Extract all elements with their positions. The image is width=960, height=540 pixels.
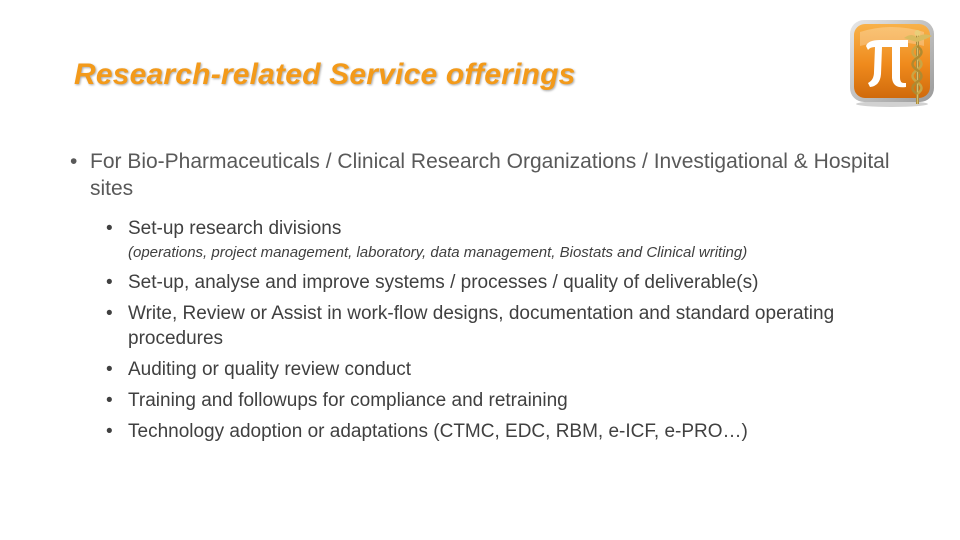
list-item bbox=[66, 270, 926, 295]
bullet-text: Training and followups for compliance and retraining bbox=[128, 390, 568, 411]
bullet-icon: • bbox=[106, 359, 113, 380]
list-item bbox=[66, 388, 926, 413]
bullet-text: Technology adoption or adaptations (CTMC, EDC, RBM, e-ICF, e-PRO…) bbox=[128, 421, 748, 442]
pi-caduceus-logo-icon bbox=[846, 16, 942, 108]
bullet-text: For Bio-Pharmaceuticals / Clinical Research Organizations / Investigational & Hospital sites bbox=[90, 150, 890, 200]
list-item bbox=[66, 357, 926, 382]
bullet-icon: • bbox=[70, 150, 78, 173]
list-item bbox=[66, 301, 926, 351]
bullet-text: Auditing or quality review conduct bbox=[128, 359, 412, 380]
bullet-text: Set-up research divisions bbox=[128, 218, 342, 239]
bullet-icon: • bbox=[106, 303, 113, 324]
bullet-text: Set-up, analyse and improve systems / processes / quality of deliverable(s) bbox=[128, 272, 759, 293]
slide-title: Research-related Service offerings bbox=[74, 58, 576, 91]
bullet-text: Write, Review or Assist in work-flow designs, documentation and standard operating procedures bbox=[128, 303, 835, 349]
bullet-note: (operations, project management, laboratory, data management, Biostats and Clinical writing) bbox=[128, 244, 748, 261]
bullet-list bbox=[66, 148, 926, 444]
bullet-icon: • bbox=[106, 390, 113, 411]
bullet-icon: • bbox=[106, 421, 113, 442]
bullet-icon: • bbox=[106, 272, 113, 293]
bullet-icon: • bbox=[106, 218, 113, 239]
list-item bbox=[66, 148, 926, 202]
list-item bbox=[66, 419, 926, 444]
list-item bbox=[66, 216, 926, 241]
